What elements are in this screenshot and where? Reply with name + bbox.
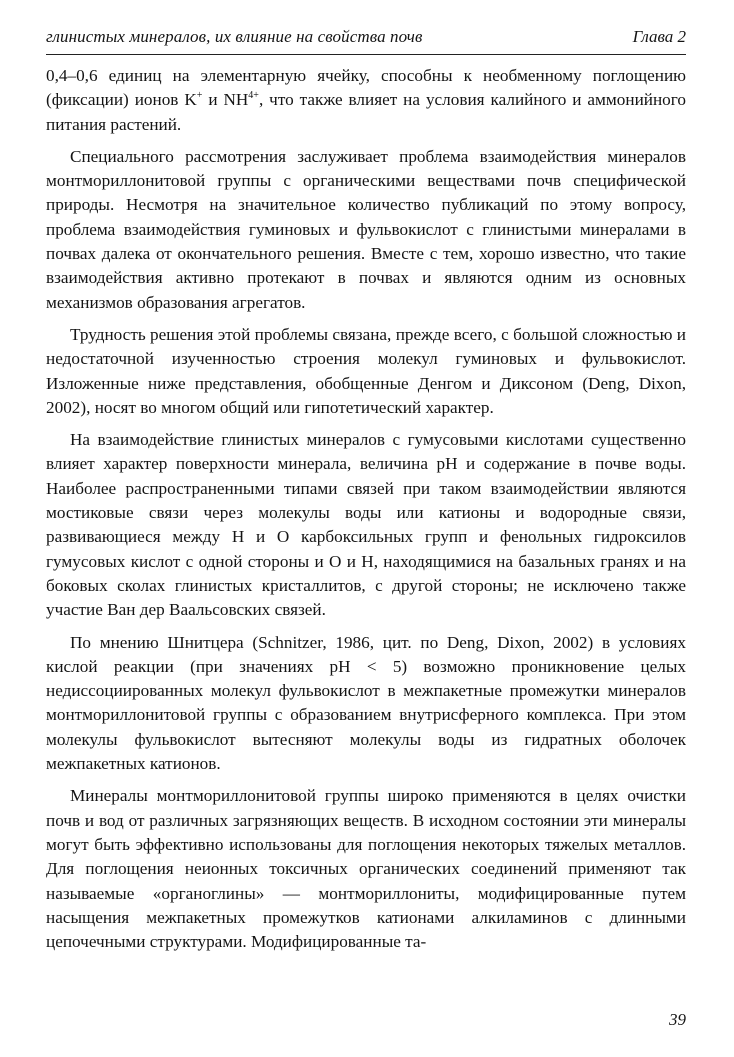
- paragraph-2: Специального рассмотрения заслуживает проблема взаимодействия минералов монтмориллонитовой группы с органическими веществами почв специфической природы. Несмотря на значительное количество публикаций по этому вопросу, проблема взаимодействия гуминовых и фульвокислот с глинистыми минералами в почвах далека от окончательного решения. Вместе с тем, хорошо известно, что такие взаимодействия активно протекают в почвах и являются одним из основных механизмов образования агрегатов.: [46, 146, 686, 312]
- paragraph-1-text-a: 0,4–0,6 единиц на элементарную ячейку, способны к необменному поглощению (фиксации) ионов K: [46, 66, 686, 110]
- paragraph-6: Минералы монтмориллонитовой группы широко применяются в целях очистки почв и вод от различных загрязняющих веществ. В исходном состоянии эти минералы могут быть эффективно использованы для поглощения некоторых тяжелых металлов. Для поглощения неионных токсичных органических соединений применяют так называемые «органоглины» — монтмориллониты, модифицированные путем насыщения межпакетных промежутков катионами алкиламинов с длинными цепочечными структурами. Модифицированные та-: [46, 786, 686, 952]
- superscript-4plus: 4+: [248, 90, 259, 102]
- book-page: [46, 26, 686, 1046]
- paragraph-1: [46, 64, 686, 137]
- running-title: глинистых минералов, их влияние на свойства почв: [46, 27, 423, 46]
- superscript-plus: +: [196, 90, 203, 102]
- paragraph-1-text-c: , что также влияет на условия калийного и аммонийного питания растений.: [46, 90, 686, 134]
- paragraph-5: По мнению Шнитцера (Schnitzer, 1986, цит. по Deng, Dixon, 2002) в условиях кислой реакции (при значениях pH < 5) возможно проникновение целых недиссоциированных молекул фульвокислот в межпакетные промежутки минералов монтмориллонитовой группы с образованием внутрисферного комплекса. При этом молекулы фульвокислот вытесняют молекулы воды из гидратных оболочек межпакетных катионов.: [46, 632, 686, 774]
- paragraph-4: На взаимодействие глинистых минералов с гумусовыми кислотами существенно влияет характер поверхности минерала, величина pH и содержание в почве воды. Наиболее распространенными типами связей при таком взаимодействии являются мостиковые связи через молекулы воды или катионы и водородные связи, развивающиеся между H и O карбоксильных групп и фенольных гидроксилов гумусовых кислот с одной стороны и O и H, находящимися на базальных гранях и на боковых сколах глинистых кристаллитов, с другой стороны; не исключено также участие Ван дер Ваальсовских связей.: [46, 430, 686, 620]
- chapter-label: Глава 2: [632, 27, 686, 46]
- paragraph-3: Трудность решения этой проблемы связана, прежде всего, с большой сложностью и недостаточной изученностью строения молекул гуминовых и фульвокислот. Изложенные ниже представления, обобщенные Денгом и Диксоном (Deng, Dixon, 2002), носят во многом общий или гипотетический характер.: [46, 324, 686, 417]
- paragraph-1-text-b: и NH: [202, 90, 249, 110]
- body-text: [46, 64, 686, 954]
- running-header: [46, 26, 686, 55]
- page-number: 39: [669, 1010, 686, 1029]
